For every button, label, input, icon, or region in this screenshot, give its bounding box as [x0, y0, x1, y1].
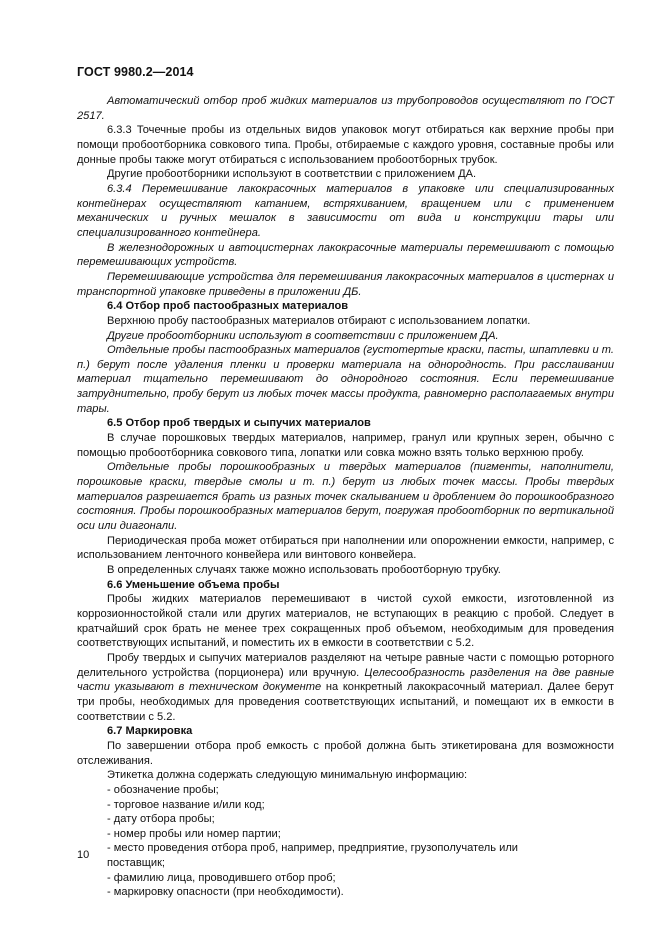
page-number: 10 — [77, 849, 90, 861]
paragraph: Верхнюю пробу пастообразных материалов отбирают с использованием лопатки. — [107, 314, 531, 327]
section-heading-6-5: 6.5 Отбор проб твердых и сыпучих материалов — [107, 417, 371, 430]
paragraph: Другие пробоотборники используют в соответствии с приложением ДА. — [107, 168, 477, 181]
paragraph: 6.3.4 Перемешивание лакокрасочных материалов в упаковке или специализированных контейнерах осуществляют катанием, встряхиванием, вращением или с применением механических и ручных мешалок в зависимости от вида и конструкции тары или специализированного контейнера. — [77, 182, 614, 239]
list-item: - торговое название и/или код; — [107, 798, 265, 811]
section-heading-6-7: 6.7 Маркировка — [107, 725, 193, 738]
text-run: на конкретный лакокрасочный материал. Далее берут три пробы, необходимых для проведения соответствующих испытаний, и помещают их в емкости в соответствии с 5.2. — [77, 681, 614, 723]
paragraph: В железнодорожных и автоцистернах лакокрасочные материалы перемешивают с помощью перемешивающих устройств. — [77, 241, 614, 269]
paragraph: В определенных случаях также можно использовать пробоотборную трубку. — [107, 564, 501, 576]
list-item: - обозначение пробы; — [107, 783, 219, 796]
paragraph: В случае порошковых твердых материалов, например, гранул или крупных зерен, обычно с помощью пробоотборника совкового типа, лопатки или совка можно взять только верхнюю пробу. — [77, 432, 614, 459]
list-item: - маркировку опасности (при необходимости). — [107, 886, 344, 899]
text-run: Пробу твердых и сыпучих материалов разделяют на четыре равные части с помощью роторного делительного устройства (порционера) или вручную. — [77, 651, 614, 679]
paragraph — [77, 651, 614, 724]
section-heading-6-4: 6.4 Отбор проб пастообразных материалов — [107, 300, 349, 313]
list-item: - дату отбора пробы; — [107, 813, 215, 826]
list-item: - место проведения отбора проб, например, предприятие, грузополучатель или — [107, 842, 519, 855]
list-item: - номер пробы или номер партии; — [107, 827, 281, 840]
paragraph: Отдельные пробы порошкообразных и твердых материалов (пигменты, наполнители, порошковые краски, твердые смолы и т. п.) берут из любых точек массы. Пробы твердых материалов разрешается брать из разных точек скалыванием и дроблением до порошкообразного состояния. Пробы порошкообразных материалов берут, погружая пробоотборник по вертикальной оси или диагонали. — [77, 461, 614, 533]
paragraph: Этикетка должна содержать следующую минимальную информацию: — [107, 769, 468, 782]
list-item-continuation: поставщик; — [107, 857, 166, 870]
list-item: - фамилию лица, проводившего отбор проб; — [107, 871, 336, 884]
paragraph: Периодическая проба может отбираться при наполнении или опорожнении емкости, например, с использованием ленточного конвейера или винтового конвейера. — [77, 534, 614, 562]
document-header: ГОСТ 9980.2—2014 — [77, 65, 194, 79]
paragraph: Другие пробоотборники используют в соответствии с приложением ДА. — [107, 329, 499, 342]
paragraph: По завершении отбора проб емкость с пробой должна быть этикетирована для возможности отслеживания. — [77, 739, 614, 767]
paragraph: Автоматический отбор проб жидких материалов из трубопроводов осуществляют по ГОСТ 2517. — [77, 95, 614, 122]
section-heading-6-6: 6.6 Уменьшение объема пробы — [107, 578, 280, 591]
paragraph: 6.3.3 Точечные пробы из отдельных видов упаковок могут отбираться как верхние пробы при помощи пробоотборника совкового типа. Пробы, отбираемые с каждого уровня, составные пробы или донные пробы также могут отбираться с использованием пробоотборных трубок. — [77, 124, 614, 166]
paragraph: Перемешивающие устройства для перемешивания лакокрасочных материалов в цистернах и транспортной упаковке приведены в приложении ДБ. — [77, 270, 614, 298]
text-run-italic: Целесообразность разделения на две равные части указывают в техническом документе — [77, 666, 614, 694]
paragraph: Пробы жидких материалов перемешивают в чистой сухой емкости, изготовленной из коррозионностойкой стали или других материалов, не вступающих в реакцию с пробой. Следует в кратчайший срок брать не менее трех сокращенных проб объемом, необходимым для проведения соответствующих испытаний, и поместить их в емкости в соответствии с 5.2. — [77, 593, 614, 650]
paragraph: Отдельные пробы пастообразных материалов (густотертые краски, пасты, шпатлевки и т. п.) берут после удаления пленки и проверки материала на однородность. При расслаивании материал тщательно перемешивают до однородного состояния. Если перемешивание затруднительно, пробу берут из любых точек массы продукта, равномерно располагаемых внутри тары. — [77, 344, 614, 415]
document-body — [77, 94, 614, 900]
